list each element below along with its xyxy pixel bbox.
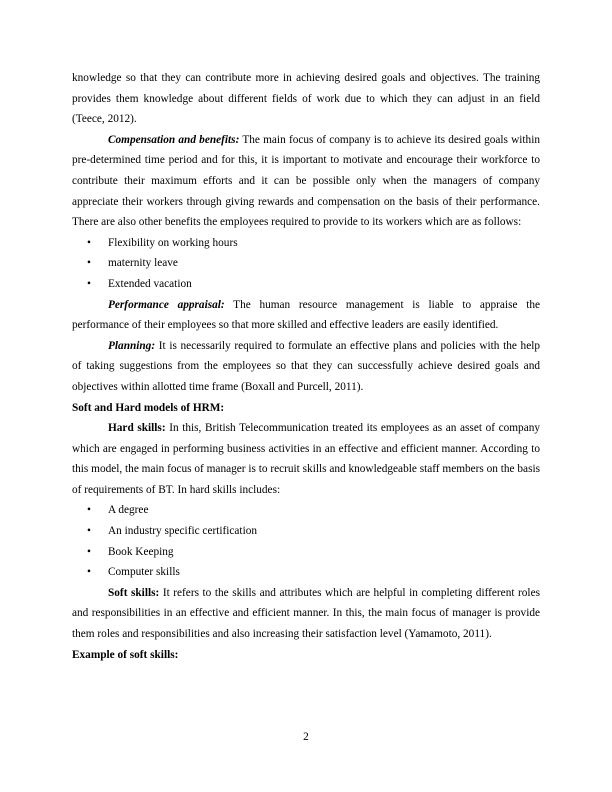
appraisal-paragraph xyxy=(72,295,540,336)
compensation-text: The main focus of company is to achieve its desired goals within pre-determined time period and for this, it is important to motivate and encourage their workforce to contribute their maximum efforts and it can be possible only when the managers of company appreciate their workers through giving rewards and compensation on the basis of their performance. There are also other benefits the employees required to provide to its workers which are as follows: xyxy=(72,133,540,229)
list-item: • maternity leave xyxy=(72,253,540,274)
list-item: • Book Keeping xyxy=(72,542,540,563)
bullet-icon: • xyxy=(87,236,91,249)
page-content xyxy=(72,68,540,665)
list-item: • Flexibility on working hours xyxy=(72,233,540,254)
intro-paragraph: knowledge so that they can contribute more in achieving desired goals and objectives. The training provides them knowledge about different fields of work due to which they can adjust in an field (Teece, 2012). xyxy=(72,72,540,126)
list-item: • Extended vacation xyxy=(72,274,540,295)
list-item: • Computer skills xyxy=(72,562,540,583)
list-item: • A degree xyxy=(72,500,540,521)
planning-paragraph xyxy=(72,336,540,398)
bullet-icon: • xyxy=(87,257,91,270)
bullet-icon: • xyxy=(87,277,91,290)
page-number: 2 xyxy=(303,731,309,743)
compensation-paragraph xyxy=(72,130,540,233)
hard-skills-text: In this, British Telecommunication treated its employees as an asset of company which are engaged in performing business activities in an effective and efficient manner. According to this model, the main focus of manager is to recruit skills and knowledgeable staff members on the basis of requirements of BT. In hard skills includes: xyxy=(72,422,541,496)
example-heading: Example of soft skills: xyxy=(72,648,179,661)
compensation-label: Compensation and benefits: xyxy=(108,133,240,146)
bullet-icon: • xyxy=(87,545,91,558)
hard-skills-list xyxy=(72,500,540,582)
bullet-icon: • xyxy=(87,525,91,538)
soft-skills-text: It refers to the skills and attributes which are helpful in completing different roles and responsibilities in an effective and efficient manner. In this, the main focus of manager is provide them roles and responsibilities and also increasing their satisfaction level (Yamamoto, 2011). xyxy=(72,586,540,641)
planning-text: It is necessarily required to formulate an effective plans and policies with the help of taking suggestions from the employees so that they can successfully achieve desired goals and objectives within allotted time frame (Boxall and Purcell, 2011). xyxy=(72,339,540,393)
bullet-icon: • xyxy=(87,566,91,579)
hard-skills-paragraph xyxy=(72,418,540,500)
list-item: • An industry specific certification xyxy=(72,521,540,542)
appraisal-label: Performance appraisal: xyxy=(108,298,225,311)
appraisal-text: The human resource management is liable to appraise the performance of their employees so that more skilled and effective leaders are easily identified. xyxy=(72,298,540,332)
soft-skills-paragraph xyxy=(72,583,540,645)
bullet-icon: • xyxy=(87,504,91,517)
soft-skills-label: Soft skills: xyxy=(108,586,160,599)
planning-label: Planning: xyxy=(108,339,156,352)
soft-hard-heading: Soft and Hard models of HRM: xyxy=(72,401,225,414)
hard-skills-label: Hard skills: xyxy=(108,422,166,435)
benefits-list xyxy=(72,233,540,295)
